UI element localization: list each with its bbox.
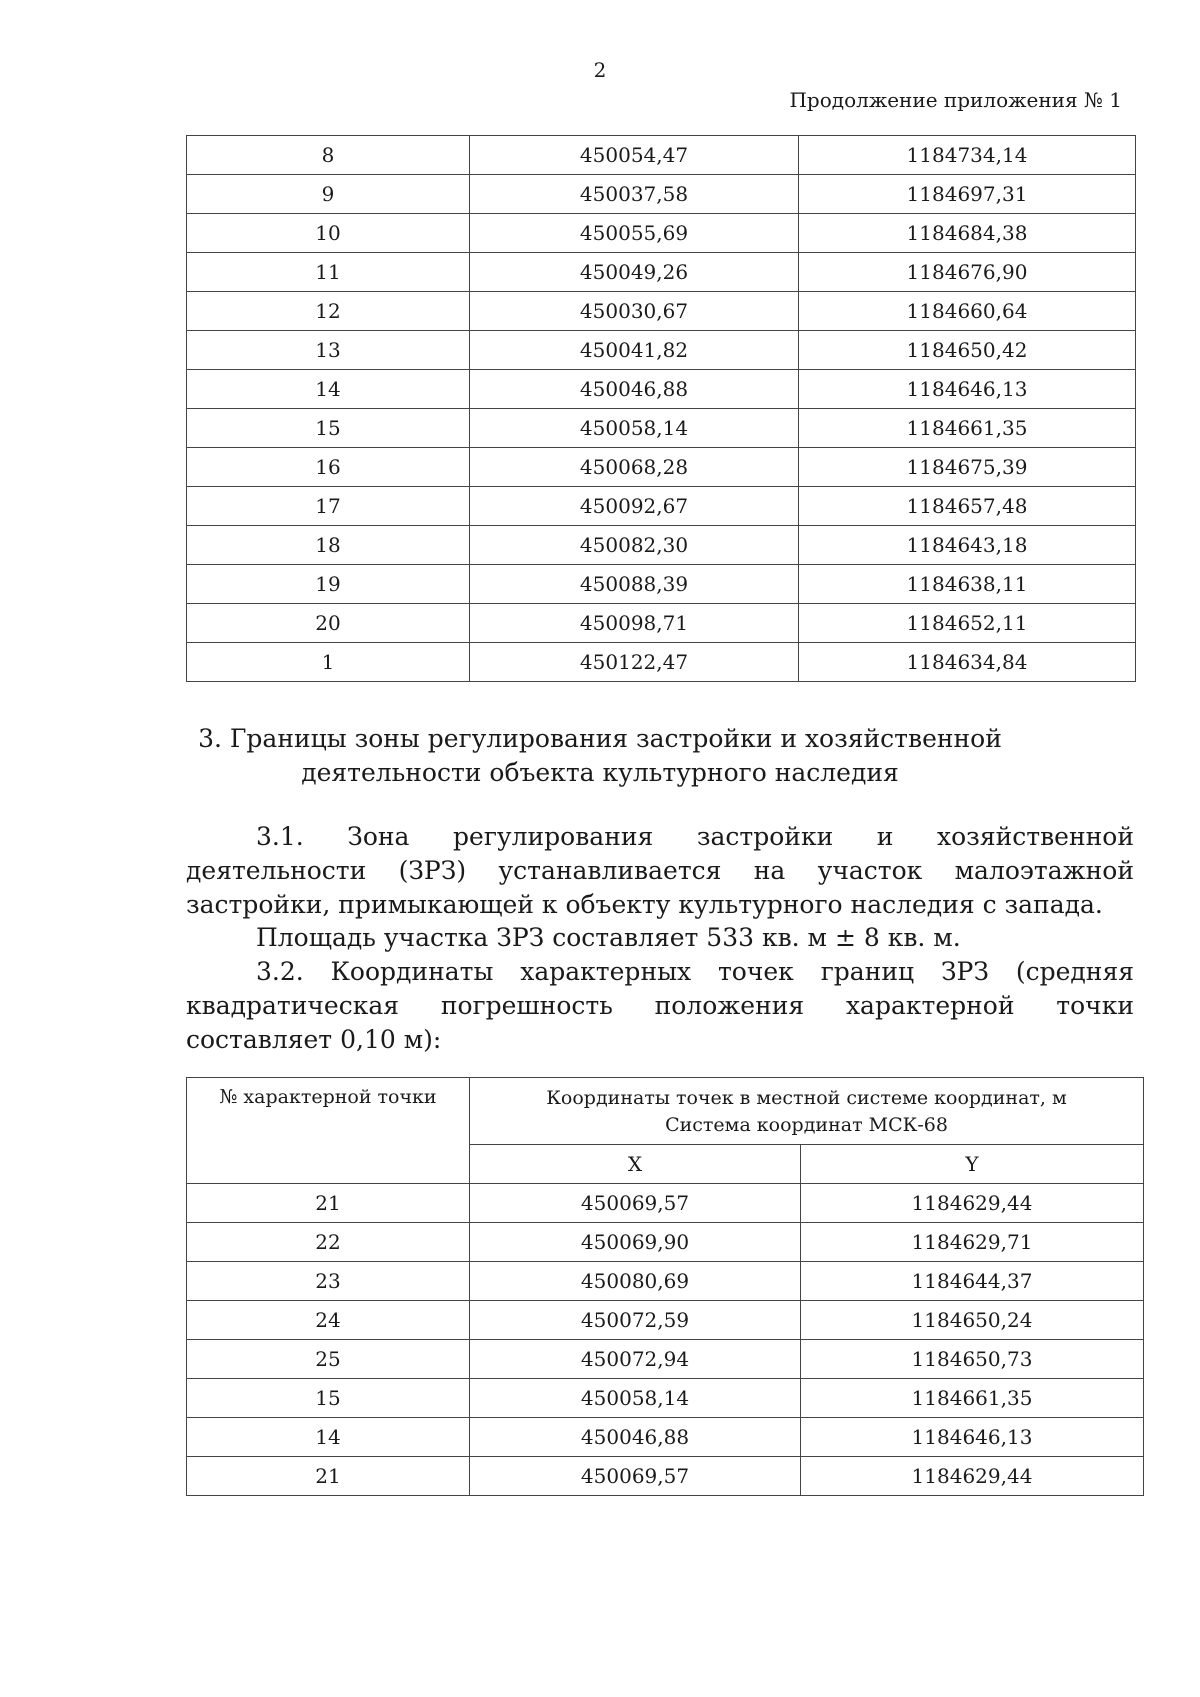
coordinates-table-bottom — [186, 1077, 1144, 1496]
section-heading-line-1: 3. Границы зоны регулирования застройки и хозяйственной — [198, 724, 1002, 753]
table-row — [187, 1262, 1144, 1301]
table-row — [187, 370, 1136, 409]
table-row — [187, 292, 1136, 331]
y-coordinate-cell: 1184650,73 — [801, 1340, 1144, 1379]
y-coordinate-cell: 1184650,24 — [801, 1301, 1144, 1340]
table-row — [187, 448, 1136, 487]
y-coordinate-cell: 1184660,64 — [799, 292, 1136, 331]
y-coordinate-cell: 1184661,35 — [799, 409, 1136, 448]
table-row — [187, 1301, 1144, 1340]
paragraph-3-1: 3.1. Зона регулирования застройки и хозяйственной деятельности (ЗРЗ) устанавливается на участок малоэтажной застройки, примыкающей к объекту культурного наследия с запада. — [186, 822, 1134, 919]
point-number-cell: 22 — [187, 1223, 470, 1262]
header-x: X — [470, 1145, 801, 1184]
table-row — [187, 253, 1136, 292]
header-point-number: № характерной точки — [187, 1078, 470, 1184]
header-coordinates — [470, 1078, 1144, 1145]
y-coordinate-cell: 1184650,42 — [799, 331, 1136, 370]
x-coordinate-cell: 450054,47 — [470, 136, 799, 175]
table-row — [187, 1184, 1144, 1223]
y-coordinate-cell: 1184684,38 — [799, 214, 1136, 253]
x-coordinate-cell: 450082,30 — [470, 526, 799, 565]
table-row — [187, 1340, 1144, 1379]
point-number-cell: 9 — [187, 175, 470, 214]
x-coordinate-cell: 450072,94 — [470, 1340, 801, 1379]
header-y: Y — [801, 1145, 1144, 1184]
point-number-cell: 20 — [187, 604, 470, 643]
y-coordinate-cell: 1184638,11 — [799, 565, 1136, 604]
x-coordinate-cell: 450069,90 — [470, 1223, 801, 1262]
point-number-cell: 19 — [187, 565, 470, 604]
header-coordinates-line-1: Координаты точек в местной системе координат, м — [546, 1087, 1067, 1109]
y-coordinate-cell: 1184644,37 — [801, 1262, 1144, 1301]
coordinates-table-top — [186, 135, 1136, 682]
x-coordinate-cell: 450046,88 — [470, 370, 799, 409]
point-number-cell: 14 — [187, 370, 470, 409]
x-coordinate-cell: 450037,58 — [470, 175, 799, 214]
table-row — [187, 1223, 1144, 1262]
table-row — [187, 1379, 1144, 1418]
point-number-cell: 8 — [187, 136, 470, 175]
point-number-cell: 11 — [187, 253, 470, 292]
x-coordinate-cell: 450046,88 — [470, 1418, 801, 1457]
x-coordinate-cell: 450092,67 — [470, 487, 799, 526]
y-coordinate-cell: 1184629,71 — [801, 1223, 1144, 1262]
y-coordinate-cell: 1184675,39 — [799, 448, 1136, 487]
y-coordinate-cell: 1184652,11 — [799, 604, 1136, 643]
x-coordinate-cell: 450041,82 — [470, 331, 799, 370]
paragraph-3-2: 3.2. Координаты характерных точек границ ЗРЗ (средняя квадратическая погрешность положения характерной точки составляет 0,10 м): — [186, 957, 1134, 1054]
point-number-cell: 12 — [187, 292, 470, 331]
point-number-cell: 15 — [187, 1379, 470, 1418]
y-coordinate-cell: 1184657,48 — [799, 487, 1136, 526]
table-row — [187, 1418, 1144, 1457]
y-coordinate-cell: 1184643,18 — [799, 526, 1136, 565]
y-coordinate-cell: 1184697,31 — [799, 175, 1136, 214]
y-coordinate-cell: 1184661,35 — [801, 1379, 1144, 1418]
point-number-cell: 1 — [187, 643, 470, 682]
table-row — [187, 643, 1136, 682]
table-row — [187, 526, 1136, 565]
section-heading-line-2: деятельности объекта культурного наследия — [301, 758, 899, 787]
y-coordinate-cell: 1184629,44 — [801, 1184, 1144, 1223]
y-coordinate-cell: 1184634,84 — [799, 643, 1136, 682]
y-coordinate-cell: 1184676,90 — [799, 253, 1136, 292]
point-number-cell: 16 — [187, 448, 470, 487]
table-row — [187, 214, 1136, 253]
x-coordinate-cell: 450098,71 — [470, 604, 799, 643]
header-coordinates-line-2: Система координат МСК-68 — [665, 1114, 948, 1136]
continuation-label: Продолжение приложения № 1 — [789, 88, 1122, 112]
point-number-cell: 10 — [187, 214, 470, 253]
point-number-cell: 21 — [187, 1457, 470, 1496]
point-number-cell: 24 — [187, 1301, 470, 1340]
point-number-cell: 18 — [187, 526, 470, 565]
x-coordinate-cell: 450058,14 — [470, 1379, 801, 1418]
x-coordinate-cell: 450122,47 — [470, 643, 799, 682]
x-coordinate-cell: 450030,67 — [470, 292, 799, 331]
x-coordinate-cell: 450088,39 — [470, 565, 799, 604]
point-number-cell: 21 — [187, 1184, 470, 1223]
point-number-cell: 25 — [187, 1340, 470, 1379]
table-row — [187, 1457, 1144, 1496]
table-row — [187, 331, 1136, 370]
x-coordinate-cell: 450080,69 — [470, 1262, 801, 1301]
x-coordinate-cell: 450068,28 — [470, 448, 799, 487]
x-coordinate-cell: 450058,14 — [470, 409, 799, 448]
table-row — [187, 565, 1136, 604]
x-coordinate-cell: 450072,59 — [470, 1301, 801, 1340]
table-row — [187, 409, 1136, 448]
table-header-row — [187, 1078, 1144, 1145]
x-coordinate-cell: 450049,26 — [470, 253, 799, 292]
point-number-cell: 15 — [187, 409, 470, 448]
table-row — [187, 175, 1136, 214]
x-coordinate-cell: 450055,69 — [470, 214, 799, 253]
y-coordinate-cell: 1184646,13 — [801, 1418, 1144, 1457]
x-coordinate-cell: 450069,57 — [470, 1457, 801, 1496]
point-number-cell: 13 — [187, 331, 470, 370]
section-heading — [0, 722, 1200, 790]
y-coordinate-cell: 1184629,44 — [801, 1457, 1144, 1496]
y-coordinate-cell: 1184734,14 — [799, 136, 1136, 175]
table-row — [187, 604, 1136, 643]
table-row — [187, 136, 1136, 175]
y-coordinate-cell: 1184646,13 — [799, 370, 1136, 409]
x-coordinate-cell: 450069,57 — [470, 1184, 801, 1223]
page-number: 2 — [593, 58, 607, 82]
point-number-cell: 17 — [187, 487, 470, 526]
table-row — [187, 487, 1136, 526]
point-number-cell: 14 — [187, 1418, 470, 1457]
paragraph-area: Площадь участка ЗРЗ составляет 533 кв. м ± 8 кв. м. — [256, 923, 961, 952]
point-number-cell: 23 — [187, 1262, 470, 1301]
